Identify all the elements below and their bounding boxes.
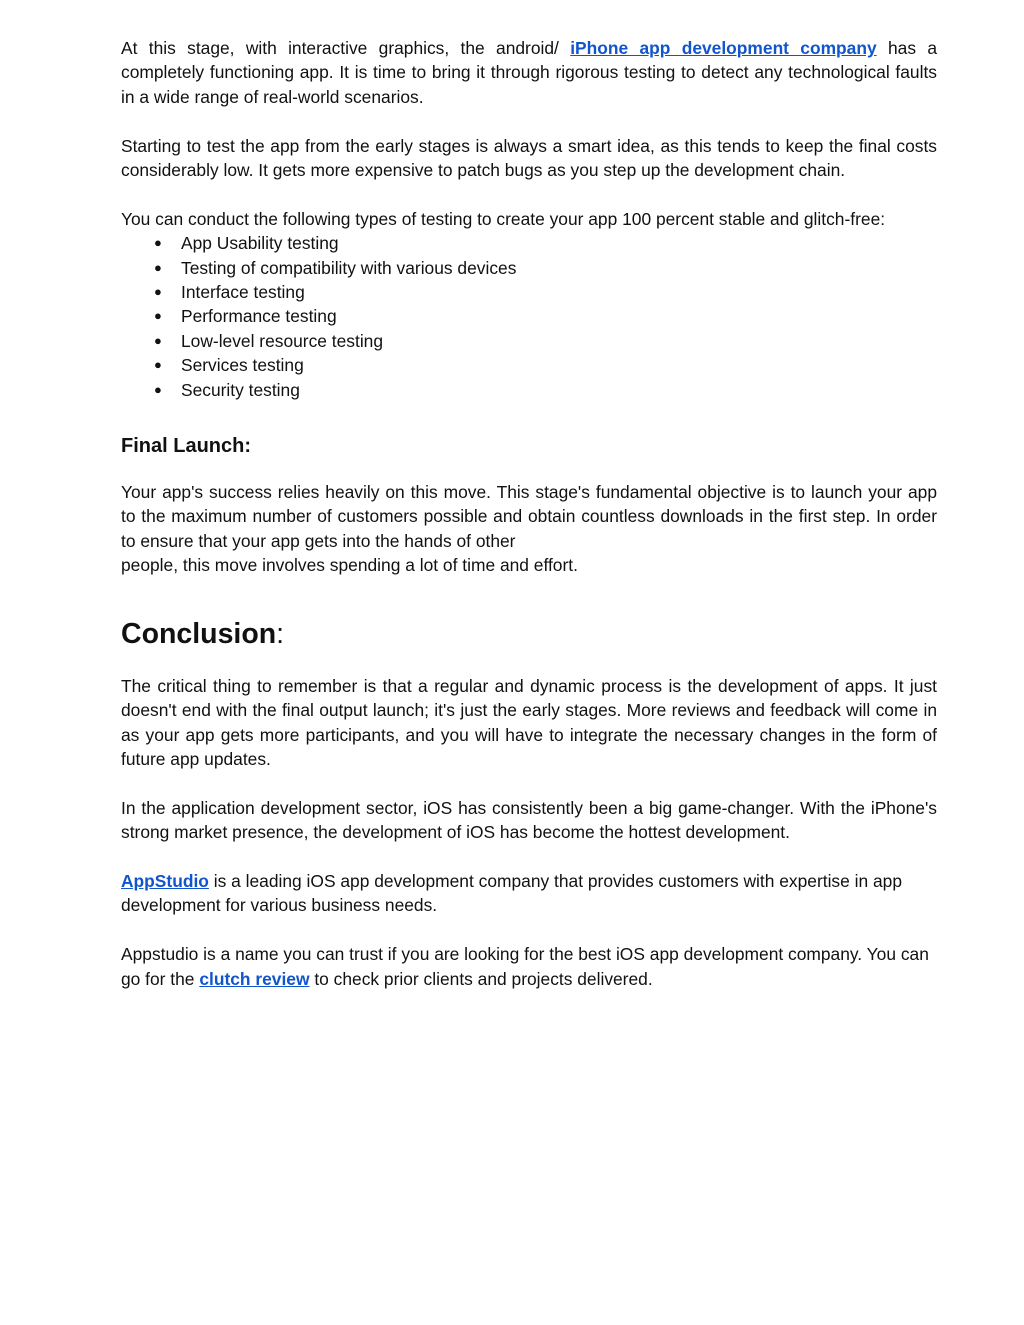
appstudio-description: is a leading iOS app development company that provides customers with expertise in app development for various business needs. [121,870,903,916]
bullet-icon: ● [154,381,162,397]
iphone-app-development-company-link[interactable]: iPhone app development company [570,38,877,58]
bullet-icon: ● [154,284,162,300]
bullet-icon: ● [154,259,162,275]
clutch-review-link[interactable]: clutch review [199,968,310,989]
list-item: ● Performance testing [121,304,937,328]
bullet-icon: ● [154,357,162,373]
bullet-icon: ● [154,235,162,251]
testing-types-list [121,231,937,402]
list-item: ● Interface testing [121,280,937,304]
final-launch-paragraph-end: people, this move involves spending a lot of time and effort. [121,555,578,576]
conclusion-paragraph-1: The critical thing to remember is that a regular and dynamic process is the development of apps. It just doesn't end with the final output launch; it's just the early stages. More reviews and feedback will come in as your app gets more participants, and you will have to integrate the necessary changes in the form of future app updates. [121,675,937,769]
bullet-icon: ● [154,308,162,324]
intro-paragraph-2: Starting to test the app from the early stages is always a smart idea, as this tends to keep the final costs considerably low. It gets more expensive to patch bugs as you step up the development chain. [121,135,937,181]
list-item: ● App Usability testing [121,231,937,255]
list-item: ● Services testing [121,353,937,377]
conclusion-paragraph-3 [121,869,937,918]
list-item: ● Low-level resource testing [121,329,937,353]
conclusion-paragraph-4 [121,942,937,991]
intro-text-before-link: At this stage, with interactive graphics, the android/ [121,38,571,58]
conclusion-heading-colon: : [276,617,285,650]
final-launch-heading: Final Launch: [121,435,251,458]
appstudio-link[interactable]: AppStudio [121,870,209,891]
final-launch-paragraph: Your app's success relies heavily on this move. This stage's fundamental objective is to launch your app to the maximum number of customers possible and obtain countless downloads in the first step. In order to ensure that your app gets into the hands of other [121,482,937,551]
appstudio-trust-text: Appstudio is a name you can trust if you are looking for the best iOS app development company. You can go for the [121,944,929,989]
intro-paragraph-1 [121,36,937,109]
intro-paragraph-3: You can conduct the following types of testing to create your app 100 percent stable and glitch-free: [121,208,886,229]
list-item: ● Security testing [121,378,937,402]
clutch-review-after-text: to check prior clients and projects delivered. [309,968,653,989]
conclusion-heading-text: Conclusion [121,617,277,650]
bullet-icon: ● [154,332,162,348]
intro-text-after-link: has a completely functioning app. It is time to bring it through rigorous testing to detect any technological faults in a wide range of real-world scenarios. [121,38,938,107]
conclusion-heading [121,616,937,652]
conclusion-paragraph-2: In the application development sector, iOS has consistently been a big game-changer. With the iPhone's strong market presence, the development of iOS has become the hottest development. [121,797,937,843]
list-item: ● Testing of compatibility with various devices [121,256,937,280]
document-page [121,36,937,991]
